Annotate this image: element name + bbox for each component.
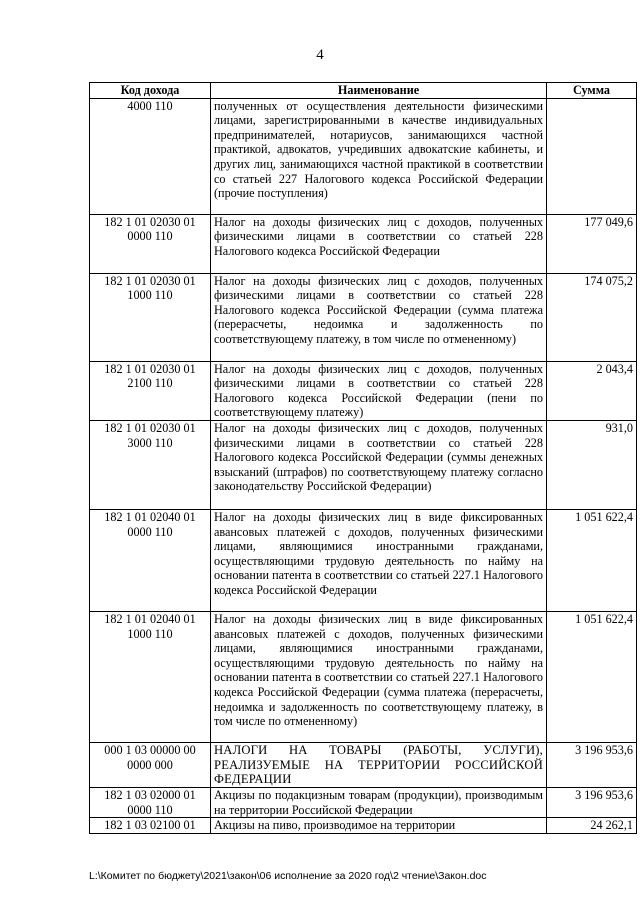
income-code: 182 1 01 02030 01 1000 110 bbox=[90, 273, 211, 361]
header-name: Наименование bbox=[211, 83, 547, 99]
income-code: 182 1 01 02040 01 0000 110 bbox=[90, 509, 211, 611]
income-code: 182 1 01 02030 01 0000 110 bbox=[90, 214, 211, 273]
table-row bbox=[90, 611, 637, 742]
page-number: 4 bbox=[316, 47, 324, 63]
income-code: 182 1 01 02030 01 3000 110 bbox=[90, 420, 211, 509]
file-path-footer: L:\Комитет по бюджету\2021\закон\06 исполнение за 2020 год\2 чтение\Закон.doc bbox=[89, 870, 487, 882]
revenue-table bbox=[89, 82, 637, 834]
income-code: 182 1 03 02100 01 bbox=[90, 818, 211, 834]
table-row bbox=[90, 214, 637, 273]
header-code: Код дохода bbox=[90, 83, 211, 99]
income-name: Акцизы по подакцизным товарам (продукции), производимым на территории Российской Федерации bbox=[211, 787, 547, 817]
income-name: Налог на доходы физических лиц с доходов, полученных физическими лицами в соответствии со статьей 228 Налогового кодекса Российской Федерации (пени по соответствующему платежу) bbox=[211, 361, 547, 420]
table-row bbox=[90, 273, 637, 361]
table-row bbox=[90, 509, 637, 611]
income-name: Налог на доходы физических лиц в виде фиксированных авансовых платежей с доходов, полученных физическими лицами, являющимися иностранными гражданами, осуществляющими трудовую деятельность по найму на основании патента в соответствии со статьей 227.1 Налогового кодекса Российской Федерации (сумма платежа (перерасчеты, недоимка и задолженность по соответствующему платежу, в том числе по отмененному) bbox=[211, 611, 547, 742]
income-name: Акцизы на пиво, производимое на территории bbox=[211, 818, 547, 834]
income-amount: 24 262,1 bbox=[547, 818, 637, 834]
header-amount: Сумма bbox=[547, 83, 637, 99]
income-amount: 177 049,6 bbox=[547, 214, 637, 273]
table-row bbox=[90, 818, 637, 834]
income-code: 182 1 01 02040 01 1000 110 bbox=[90, 611, 211, 742]
table-header-row bbox=[90, 83, 637, 99]
income-amount: 174 075,2 bbox=[547, 273, 637, 361]
table-row bbox=[90, 420, 637, 509]
income-name: НАЛОГИ НА ТОВАРЫ (РАБОТЫ, УСЛУГИ), РЕАЛИЗУЕМЫЕ НА ТЕРРИТОРИИ РОССИЙСКОЙ ФЕДЕРАЦИИ bbox=[211, 742, 547, 787]
income-name: полученных от осуществления деятельности физическими лицами, зарегистрированными в качестве индивидуальных предпринимателей, нотариусов, занимающихся частной практикой, адвокатов, учредивших адвокатские кабинеты, и других лиц, занимающихся частной практикой в соответствии со статьей 227 Налогового кодекса Российской Федерации (прочие поступления) bbox=[211, 98, 547, 214]
income-amount: 3 196 953,6 bbox=[547, 742, 637, 787]
income-code: 4000 110 bbox=[90, 98, 211, 214]
income-name: Налог на доходы физических лиц в виде фиксированных авансовых платежей с доходов, полученных физическими лицами, являющимися иностранными гражданами, осуществляющими трудовую деятельность по найму на основании патента в соответствии со статьей 227.1 Налогового кодекса Российской Федерации bbox=[211, 509, 547, 611]
income-amount bbox=[547, 98, 637, 214]
income-amount: 1 051 622,4 bbox=[547, 509, 637, 611]
income-amount: 2 043,4 bbox=[547, 361, 637, 420]
income-name: Налог на доходы физических лиц с доходов, полученных физическими лицами в соответствии со статьей 228 Налогового кодекса Российской Федерации (суммы денежных взысканий (штрафов) по соответствующему платежу согласно законодательству Российской Федерации) bbox=[211, 420, 547, 509]
table-row bbox=[90, 742, 637, 787]
income-code: 000 1 03 00000 00 0000 000 bbox=[90, 742, 211, 787]
income-name: Налог на доходы физических лиц с доходов, полученных физическими лицами в соответствии со статьей 228 Налогового кодекса Российской Федерации bbox=[211, 214, 547, 273]
table-row bbox=[90, 361, 637, 420]
income-code: 182 1 01 02030 01 2100 110 bbox=[90, 361, 211, 420]
income-amount: 931,0 bbox=[547, 420, 637, 509]
income-amount: 1 051 622,4 bbox=[547, 611, 637, 742]
income-amount: 3 196 953,6 bbox=[547, 787, 637, 817]
income-code: 182 1 03 02000 01 0000 110 bbox=[90, 787, 211, 817]
income-name: Налог на доходы физических лиц с доходов, полученных физическими лицами в соответствии со статьей 228 Налогового кодекса Российской Федерации (сумма платежа (перерасчеты, недоимка и задолженность по соответствующему платежу, в том числе по отмененному) bbox=[211, 273, 547, 361]
table-row bbox=[90, 787, 637, 817]
table-row bbox=[90, 98, 637, 214]
